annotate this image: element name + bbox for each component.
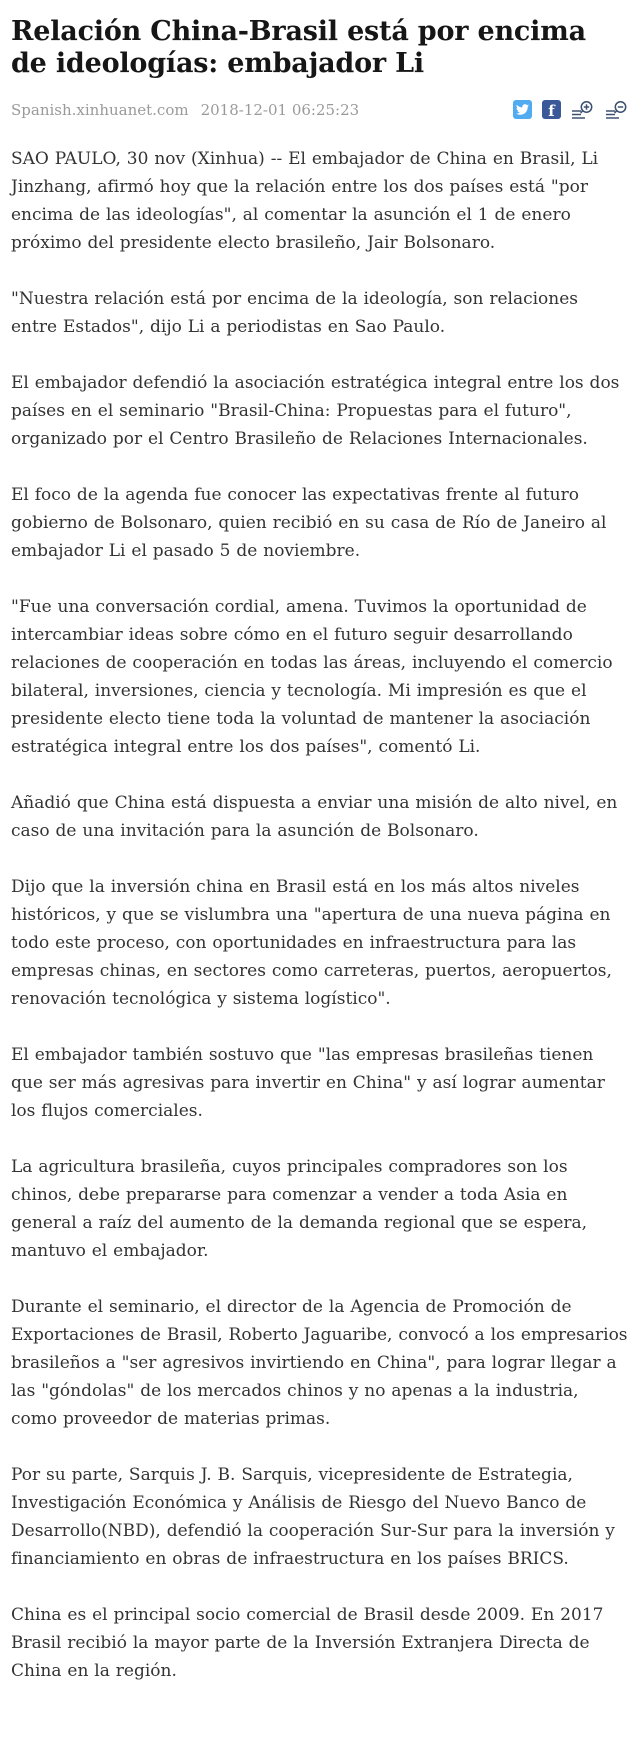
twitter-share-button[interactable]: [513, 100, 532, 119]
article-paragraph: El foco de la agenda fue conocer las expectativas frente al futuro gobierno de Bolsonaro, quien recibió en su casa de Río de Janeiro al embajador Li el pasado 5 de noviembre.: [11, 484, 607, 561]
share-bar: [513, 99, 629, 121]
font-zoom-in-icon: [571, 99, 595, 121]
article-paragraph: SAO PAULO, 30 nov (Xinhua) -- El embajador de China en Brasil, Li Jinzhang, afirmó hoy que la relación entre los dos países está "por encima de las ideologías", al comentar la asunción el 1 de enero próximo del presidente electo brasileño, Jair Bolsonaro.: [11, 148, 599, 253]
meta-row: [11, 99, 629, 121]
article-paragraph: Por su parte, Sarquis J. B. Sarquis, vicepresidente de Estrategia, Investigación Económica y Análisis de Riesgo del Nuevo Banco de Desarrollo(NBD), defendió la cooperación Sur-Sur para la inversión y financiamiento en obras de infraestructura en los países BRICS.: [11, 1464, 615, 1569]
timestamp: 2018-12-01 06:25:23: [200, 100, 360, 119]
source-label: Spanish.xinhuanet.com: [11, 100, 189, 119]
facebook-share-button[interactable]: [542, 100, 561, 119]
article-paragraph: El embajador defendió la asociación estratégica integral entre los dos países en el seminario "Brasil-China: Propuestas para el futuro", organizado por el Centro Brasileño de Relaciones Internacionales.: [11, 372, 620, 449]
article-paragraph: El embajador también sostuvo que "las empresas brasileñas tienen que ser más agresivas para invertir en China" y así lograr aumentar los flujos comerciales.: [11, 1044, 605, 1121]
facebook-icon: [542, 100, 561, 119]
facebook-letter: f: [548, 102, 555, 121]
article-meta: [11, 101, 359, 119]
article-paragraph: Añadió que China está dispuesta a enviar una misión de alto nivel, en caso de una invitación para la asunción de Bolsonaro.: [11, 792, 618, 841]
article-body: [11, 145, 629, 1743]
font-zoom-out-icon: [605, 99, 629, 121]
article-paragraph: "Nuestra relación está por encima de la ideología, son relaciones entre Estados", dijo Li a periodistas en Sao Paulo.: [11, 288, 579, 337]
article-paragraph: Durante el seminario, el director de la Agencia de Promoción de Exportaciones de Brasil, Roberto Jaguaribe, convocó a los empresarios brasileños a "ser agresivos invirtiendo en China", para lograr llegar a las "góndolas" de los mercados chinos y no apenas a la industria, como proveedor de materias primas.: [11, 1296, 628, 1429]
article-paragraph: China es el principal socio comercial de Brasil desde 2009. En 2017 Brasil recibió la mayor parte de la Inversión Extranjera Directa de China en la región.: [11, 1604, 604, 1681]
article-paragraph: La agricultura brasileña, cuyos principales compradores son los chinos, debe prepararse para comenzar a vender a toda Asia en general a raíz del aumento de la demanda regional que se espera, mantuvo el embajador.: [11, 1156, 588, 1261]
font-zoom-out-button[interactable]: [605, 99, 629, 121]
twitter-icon: [513, 100, 532, 119]
article-paragraph: "Fue una conversación cordial, amena. Tuvimos la oportunidad de intercambiar ideas sobre cómo en el futuro seguir desarrollando relaciones de cooperación en todas las áreas, incluyendo el comercio bilateral, inversiones, ciencia y tecnología. Mi impresión es que el presidente electo tiene toda la voluntad de mantener la asociación estratégica integral entre los dos países", comentó Li.: [11, 596, 613, 757]
article-paragraph: Dijo que la inversión china en Brasil está en los más altos niveles históricos, y que se vislumbra una "apertura de una nueva página en todo este proceso, con oportunidades en infraestructura para las empresas chinas, en sectores como carreteras, puertos, aeropuertos, renovación tecnológica y sistema logístico".: [11, 876, 612, 1009]
font-zoom-in-button[interactable]: [571, 99, 595, 121]
page-title: Relación China-Brasil está por encima de ideologías: embajador Li: [11, 16, 586, 80]
article-page: [0, 16, 640, 1743]
